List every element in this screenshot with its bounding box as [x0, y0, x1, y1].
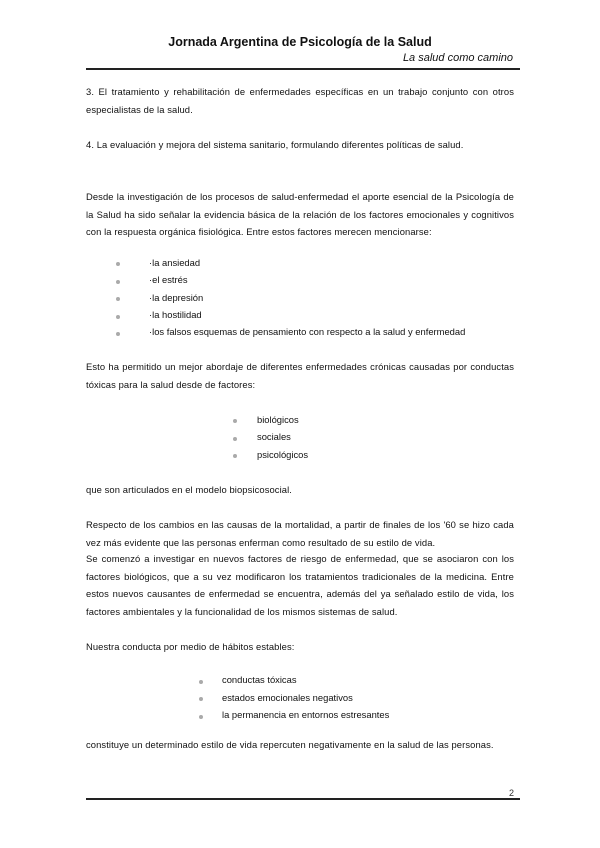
paragraph-7: constituye un determinado estilo de vida repercuten negativamente en la salud de las personas. [86, 739, 494, 750]
header-rule [86, 68, 520, 70]
bullet-icon [233, 419, 237, 423]
bullet-icon [116, 297, 120, 301]
list-item: biológicos [257, 414, 299, 425]
paragraph-4: Respecto de los cambios en las causas de la mortalidad, a partir de finales de los '60 se hizo cada vez más evidente que las personas enferman como resultado de su estilo de vida. [86, 519, 514, 548]
item-4: 4. La evaluación y mejora del sistema sanitario, formulando diferentes políticas de salud. [86, 139, 464, 150]
paragraph-1: Desde la investigación de los procesos de salud-enfermedad el aporte esencial de la Psicología de la Salud ha sido señalar la evidencia básica de la relación de los factores emocionales y cognitivos con la respuesta orgánica fisiológica. Entre estos factores merecen mencionarse: [86, 191, 514, 237]
bullet-icon [116, 262, 120, 266]
list-item: ·los falsos esquemas de pensamiento con respecto a la salud y enfermedad [149, 326, 466, 337]
paragraph-6: Nuestra conducta por medio de hábitos estables: [86, 641, 295, 652]
bullet-icon [233, 437, 237, 441]
header-title: Jornada Argentina de Psicología de la Salud [168, 35, 432, 49]
bullet-icon [116, 280, 120, 284]
header-subtitle: La salud como camino [402, 52, 513, 64]
bullet-icon [233, 454, 237, 458]
paragraph-5: Se comenzó a investigar en nuevos factores de riesgo de enfermedad, que se asociaron con los factores biológicos, que a su vez modificaron los tratamientos tradicionales de la medicina. Entre estos nuevos causantes de enfermedad se encuentra, además del ya señalado estilo de vida, los factores ambientales y la funcionalidad de los mismos sistemas de salud. [86, 553, 514, 617]
paragraph-3: que son articulados en el modelo biopsicosocial. [86, 484, 292, 495]
bullet-icon [199, 715, 203, 719]
footer-rule [86, 798, 520, 800]
list-item: ·la depresión [149, 292, 204, 303]
list-item: ·la hostilidad [149, 309, 202, 320]
list-item: la permanencia en entornos estresantes [222, 709, 390, 720]
list-item: sociales [257, 431, 291, 442]
bullet-icon [199, 697, 203, 701]
item-3: 3. El tratamiento y rehabilitación de enfermedades específicas en un trabajo conjunto con otros especialistas de la salud. [86, 86, 514, 115]
list-item: ·la ansiedad [149, 257, 201, 268]
page-number: 2 [508, 788, 514, 798]
bullet-icon [116, 315, 120, 319]
list-item: estados emocionales negativos [222, 692, 353, 703]
paragraph-2: Esto ha permitido un mejor abordaje de diferentes enfermedades crónicas causadas por conductas tóxicas para la salud desde de factores: [86, 361, 514, 390]
list-item: psicológicos [257, 449, 309, 460]
bullet-icon [199, 680, 203, 684]
list-item: conductas tóxicas [222, 674, 297, 685]
bullet-icon [116, 332, 120, 336]
list-item: ·el estrés [149, 274, 188, 285]
